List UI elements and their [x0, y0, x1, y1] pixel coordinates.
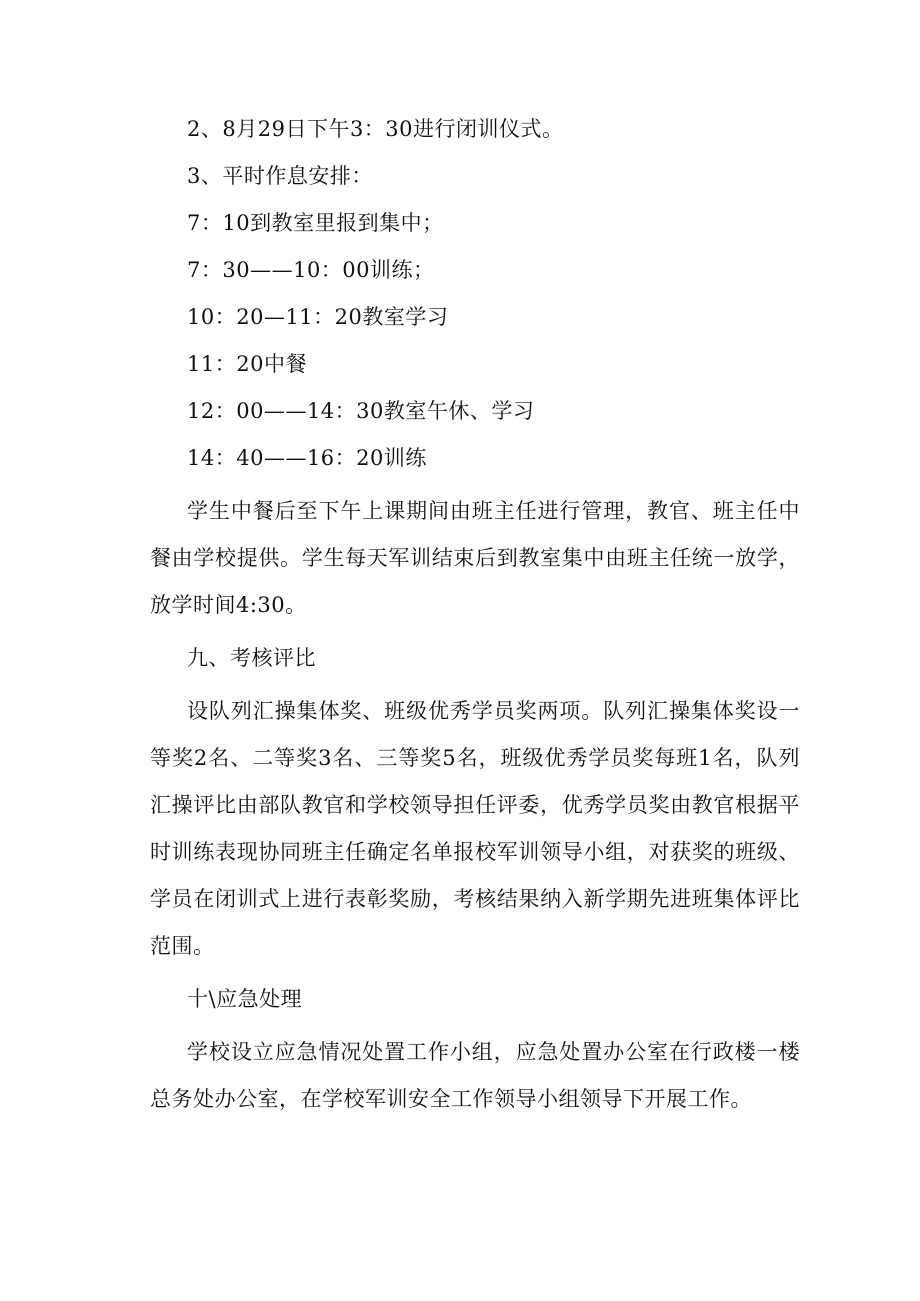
schedule-time-4: 11：20中餐	[187, 352, 307, 376]
document-body	[150, 112, 800, 1135]
schedule-time-5: 12：00——14：30教室午休、学习	[187, 399, 535, 423]
section-10-heading: 十\应急处理	[187, 987, 303, 1011]
schedule-time-3: 10：20—11：20教室学习	[187, 305, 449, 329]
schedule-item-2: 2、8月29日下午3：30进行闭训仪式。	[187, 117, 564, 141]
section-9-body: 设队列汇操集体奖、班级优秀学员奖两项。队列汇操集体奖设一等奖2名、二等奖3名、三等奖5名，班级优秀学员奖每班1名，队列汇操评比由部队教官和学校领导担任评委，优秀学员奖由教官根据平时训练表现协同班主任确定名单报校军训领导小组，对获奖的班级、学员在闭训式上进行表彰奖励，考核结果纳入新学期先进班集体评比范围。	[150, 699, 800, 958]
schedule-item-3: 3、平时作息安排：	[187, 164, 373, 188]
schedule-time-2: 7：30——10：00训练；	[187, 258, 435, 282]
schedule-time-6: 14：40——16：20训练	[187, 446, 427, 470]
schedule-note: 学生中餐后至下午上课期间由班主任进行管理，教官、班主任中餐由学校提供。学生每天军训结束后到教室集中由班主任统一放学，放学时间4:30。	[150, 499, 800, 617]
section-9-heading: 九、考核评比	[187, 646, 316, 670]
section-10-body: 学校设立应急情况处置工作小组，应急处置办公室在行政楼一楼总务处办公室，在学校军训安全工作领导小组领导下开展工作。	[150, 1040, 800, 1111]
schedule-time-1: 7：10到教室里报到集中；	[187, 211, 444, 235]
